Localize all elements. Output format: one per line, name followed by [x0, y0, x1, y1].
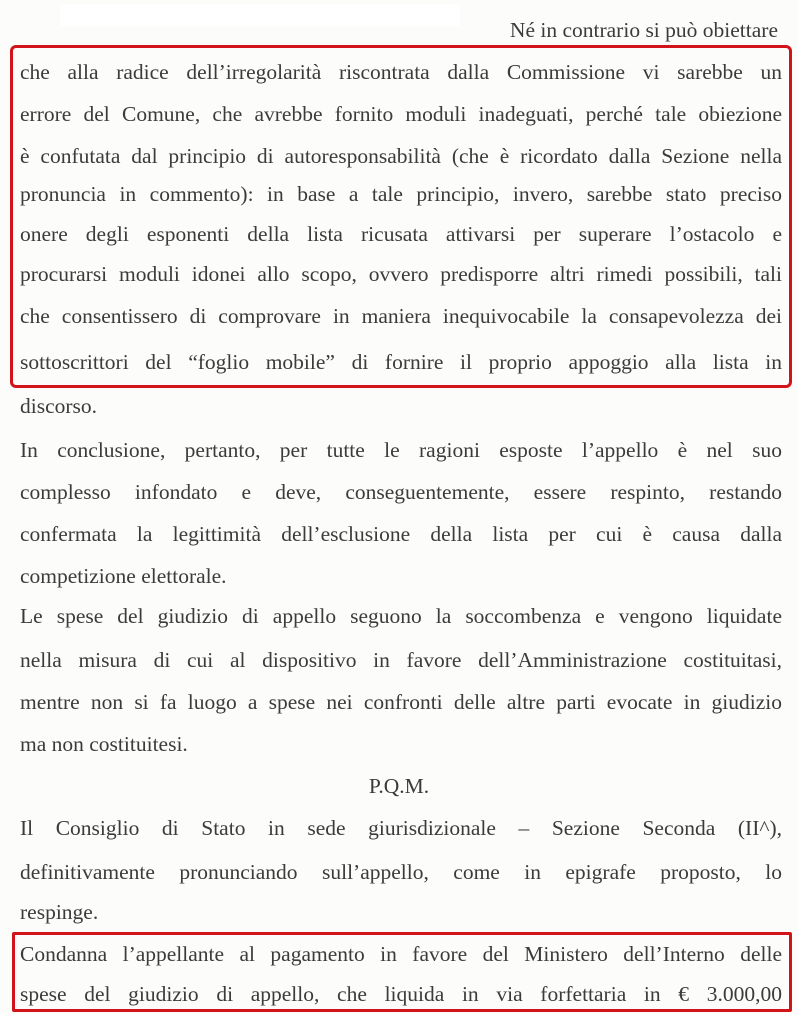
- text-line-21: definitivamente pronunciando sull’appello, come in epigrafe proposto, lo: [20, 860, 782, 884]
- section-heading: P.Q.M.: [368, 774, 430, 798]
- text-line-11: In conclusione, pertanto, per tutte le ragioni esposte l’appello è nel suo: [20, 438, 782, 462]
- text-line-13: confermata la legittimità dell’esclusione della lista per cui è causa dalla: [20, 522, 782, 546]
- text-line-6: onere degli esponenti della lista ricusata attivarsi per superare l’ostacolo e: [20, 222, 782, 246]
- text-line-7: procurarsi moduli idonei allo scopo, ovvero predisporre altri rimedi possibili, tali: [20, 262, 782, 286]
- text-line-9: sottoscrittori del “foglio mobile” di fornire il proprio appoggio alla lista in: [20, 350, 782, 374]
- text-line-5: pronuncia in commento): in base a tale principio, invero, sarebbe stato preciso: [20, 182, 782, 206]
- text-line-20: Il Consiglio di Stato in sede giurisdizionale – Sezione Seconda (II^),: [20, 816, 782, 840]
- text-line-2: che alla radice dell’irregolarità riscontrata dalla Commissione vi sarebbe un: [20, 60, 782, 84]
- text-line-4: è confutata dal principio di autoresponsabilità (che è ricordato dalla Sezione nella: [20, 144, 782, 168]
- text-line-17: mentre non si fa luogo a spese nei confronti delle altre parti evocate in giudizio: [20, 690, 782, 714]
- text-line-22: respinge.: [20, 900, 99, 924]
- text-line-23: Condanna l’appellante al pagamento in favore del Ministero dell’Interno delle: [20, 942, 782, 966]
- text-line-14: competizione elettorale.: [20, 564, 227, 588]
- redacted-area: [60, 4, 460, 26]
- highlight-box-2: [12, 932, 792, 1012]
- text-line-24: spese del giudizio di appello, che liquida in via forfettaria in € 3.000,00: [20, 982, 782, 1006]
- text-line-10: discorso.: [20, 394, 98, 418]
- highlight-box-1: [10, 45, 792, 388]
- text-line-15: Le spese del giudizio di appello seguono la soccombenza e vengono liquidate: [20, 604, 782, 628]
- text-line-16: nella misura di cui al dispositivo in favore dell’Amministrazione costituitasi,: [20, 648, 782, 672]
- text-line-1: Né in contrario si può obiettare: [509, 18, 778, 42]
- text-line-8: che consentissero di comprovare in maniera inequivocabile la consapevolezza dei: [20, 304, 782, 328]
- text-line-3: errore del Comune, che avrebbe fornito moduli inadeguati, perché tale obiezione: [20, 102, 782, 126]
- text-line-18: ma non costituitesi.: [20, 732, 188, 756]
- text-line-12: complesso infondato e deve, conseguentemente, essere respinto, restando: [20, 480, 782, 504]
